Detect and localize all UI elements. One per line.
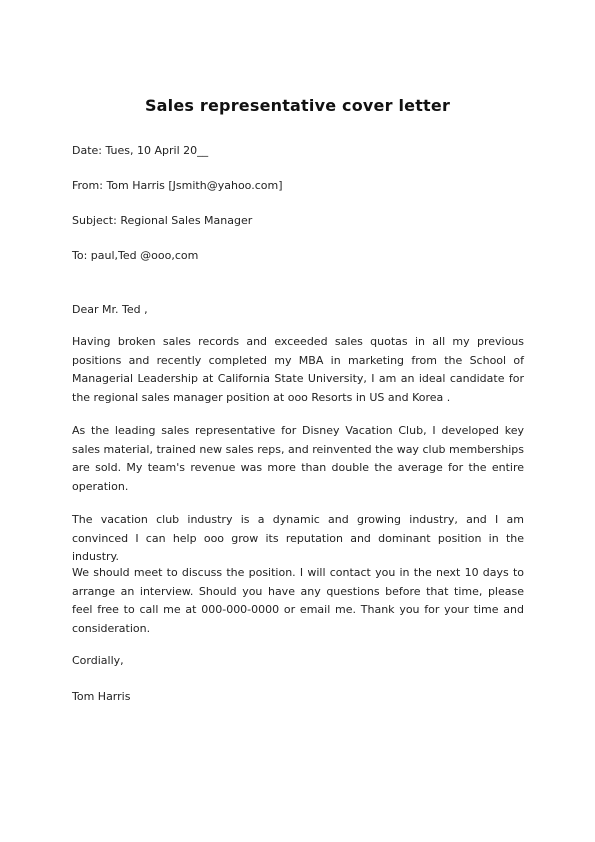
- to-line: To: paul,Ted @ooo,com: [72, 249, 199, 262]
- paragraph-3: The vacation club industry is a dynamic and growing industry, and I am convinced I can help ooo grow its reputation and dominant position in the industry.: [72, 513, 524, 563]
- paragraph-2: As the leading sales representative for Disney Vacation Club, I developed key sales material, trained new sales reps, and reinvented the way club memberships are sold. My team's revenue was more than double the average for the entire operation.: [72, 424, 524, 493]
- page-title: Sales representative cover letter: [144, 96, 451, 115]
- signature: Tom Harris: [72, 690, 131, 703]
- salutation: Dear Mr. Ted ,: [72, 303, 148, 316]
- paragraph-4: We should meet to discuss the position. I will contact you in the next 10 days to arrange an interview. Should you have any questions before that time, please feel free to call me at 000-000-0000 or email me. Thank you for your time and consideration.: [72, 566, 524, 635]
- date-line: Date: Tues, 10 April 20__: [72, 144, 209, 157]
- paragraph-1: Having broken sales records and exceeded sales quotas in all my previous positions and recently completed my MBA in marketing from the School of Managerial Leadership at California State University, I am an ideal candidate for the regional sales manager position at ooo Resorts in US and Korea .: [72, 335, 524, 404]
- subject-line: Subject: Regional Sales Manager: [72, 214, 253, 227]
- closing: Cordially,: [72, 654, 124, 667]
- from-line: From: Tom Harris [Jsmith@yahoo.com]: [72, 179, 283, 192]
